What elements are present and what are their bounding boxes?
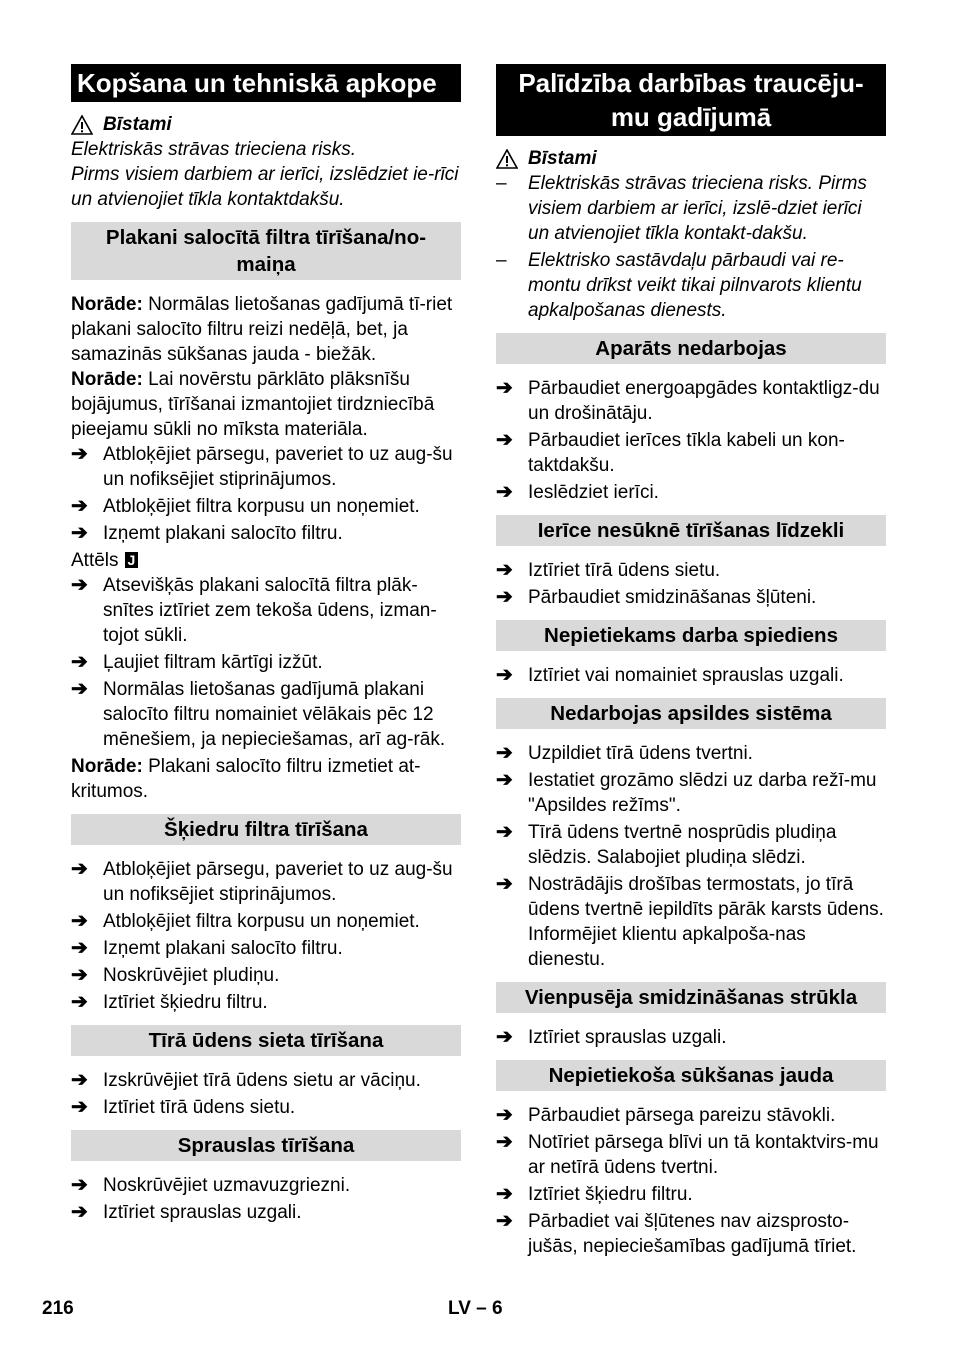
arrow-right-icon: ➔	[496, 1210, 513, 1232]
note-paragraph	[71, 292, 461, 367]
step-text: Iztīriet šķiedru filtru.	[528, 1184, 693, 1205]
subsection-title: Nedarbojas apsildes sistēma	[496, 698, 886, 729]
arrow-right-icon: ➔	[71, 964, 88, 986]
list-item	[496, 1130, 886, 1180]
step-text: Izņemt plakani salocīto filtru.	[103, 938, 343, 959]
list-item	[496, 585, 886, 610]
arrow-right-icon: ➔	[71, 991, 88, 1013]
figure-letter-badge: J	[125, 552, 139, 568]
step-text: Ieslēdziet ierīci.	[528, 482, 659, 503]
arrow-right-icon: ➔	[496, 742, 513, 764]
arrow-right-icon: ➔	[71, 522, 88, 544]
list-item	[496, 428, 886, 478]
list-item	[496, 663, 886, 688]
step-text: Pārbaudiet smidzināšanas šļūteni.	[528, 587, 817, 608]
dash-text: Elektriskās strāvas trieciena risks. Pirms visiem darbiem ar ierīci, izslē-dziet ierīci un atvienojiet tīkla kontakt-dakšu.	[528, 173, 867, 244]
step-text: Atbloķējiet pārsegu, paveriet to uz aug-šu un nofiksējiet stiprinājumos.	[103, 859, 453, 905]
step-text: Tīrā ūdens tvertnē nosprūdis pludiņa slēdzis. Salabojiet pludiņa slēdzi.	[528, 822, 837, 868]
step-text: Atsevišķās plakani salocītā filtra plāk-snītes iztīriet zem tekoša ūdens, izman-tojot sūkli.	[103, 575, 437, 646]
warning-triangle-icon	[496, 149, 518, 169]
arrow-right-icon: ➔	[496, 769, 513, 791]
arrow-right-icon: ➔	[496, 1183, 513, 1205]
arrow-right-icon: ➔	[71, 858, 88, 880]
list-item	[71, 936, 461, 961]
step-text: Iztīriet vai nomainiet sprauslas uzgali.	[528, 665, 844, 686]
arrow-right-icon: ➔	[71, 443, 88, 465]
step-text: Uzpildiet tīrā ūdens tvertni.	[528, 743, 753, 764]
warning-triangle-icon	[71, 115, 93, 135]
list-item	[496, 376, 886, 426]
note-paragraph	[71, 754, 461, 804]
arrow-right-icon: ➔	[496, 377, 513, 399]
subsection-title: Šķiedru filtra tīrīšana	[71, 814, 461, 845]
list-item	[496, 741, 886, 766]
step-text: Pārbaudiet pārsega pareizu stāvokli.	[528, 1105, 836, 1126]
arrow-right-icon: ➔	[496, 1131, 513, 1153]
left-column	[71, 64, 461, 1227]
subsection-title: Nepietiekoša sūkšanas jauda	[496, 1060, 886, 1091]
step-text: Normālas lietošanas gadījumā plakani salocīto filtru nomainiet vēlākais pēc 12 mēnešiem, ja nepieciešamas, arī ag-rāk.	[103, 679, 446, 750]
step-text: Iztīriet šķiedru filtru.	[103, 992, 268, 1013]
list-item	[71, 990, 461, 1015]
arrow-right-icon: ➔	[496, 481, 513, 503]
step-text: Iztīriet sprauslas uzgali.	[103, 1202, 302, 1223]
subsection-title: Aparāts nedarbojas	[496, 333, 886, 364]
subsection-title: Vienpusēja smidzināšanas strūkla	[496, 982, 886, 1013]
warning-label: Bīstami	[528, 148, 597, 169]
subsection-title: Tīrā ūdens sieta tīrīšana	[71, 1025, 461, 1056]
list-item	[496, 1182, 886, 1207]
step-text: Ļaujiet filtram kārtīgi izžūt.	[103, 652, 323, 673]
list-item	[496, 1209, 886, 1259]
list-item	[496, 768, 886, 818]
section-title-maintenance: Kopšana un tehniskā apkope	[71, 64, 461, 102]
figure-text: Attēls	[71, 550, 119, 571]
subsection-title: Nepietiekams darba spiediens	[496, 620, 886, 651]
arrow-right-icon: ➔	[71, 495, 88, 517]
arrow-right-icon: ➔	[71, 910, 88, 932]
note-label: Norāde:	[71, 294, 143, 315]
step-text: Iztīriet tīrā ūdens sietu.	[103, 1097, 296, 1118]
note-label: Norāde:	[71, 756, 143, 777]
note-text: Lai novērstu pārklāto plāksnīšu bojājumus, tīrīšanai izmantojiet tirdzniecībā pieejamu sūkli no mīksta materiāla.	[71, 369, 435, 440]
arrow-right-icon: ➔	[71, 1174, 88, 1196]
list-item	[71, 1095, 461, 1120]
step-text: Izskrūvējiet tīrā ūdens sietu ar vāciņu.	[103, 1070, 421, 1091]
list-item	[496, 820, 886, 870]
list-item	[71, 521, 461, 546]
figure-reference	[71, 548, 461, 573]
note-paragraph	[71, 367, 461, 442]
dash-bullet: –	[496, 173, 507, 194]
step-text: Pārbadiet vai šļūtenes nav aizsprosto-jušās, nepieciešamības gadījumā tīriet.	[528, 1211, 857, 1257]
list-item	[71, 677, 461, 752]
language-page-label: LV – 6	[448, 1298, 503, 1319]
arrow-right-icon: ➔	[71, 937, 88, 959]
list-item	[496, 872, 886, 972]
step-text: Nostrādājis drošības termostats, jo tīrā ūdens tvertnē iepildīts pārāk karsts ūdens. Informējiet klientu apkalpoša-nas dienestu.	[528, 874, 884, 970]
list-item	[71, 494, 461, 519]
warning-text: Pirms visiem darbiem ar ierīci, izslēdziet ie-rīci un atvienojiet tīkla kontaktdakšu.	[71, 164, 459, 210]
arrow-right-icon: ➔	[496, 586, 513, 608]
dash-bullet: –	[496, 250, 507, 271]
warning-heading	[496, 146, 886, 171]
step-text: Notīriet pārsega blīvi un tā kontaktvirs-mu ar netīrā ūdens tvertni.	[528, 1132, 879, 1178]
list-item	[71, 1068, 461, 1093]
step-text: Atbloķējiet pārsegu, paveriet to uz aug-šu un nofiksējiet stiprinājumos.	[103, 444, 453, 490]
list-item	[71, 1200, 461, 1225]
arrow-right-icon: ➔	[71, 678, 88, 700]
arrow-right-icon: ➔	[496, 1026, 513, 1048]
dash-text: Elektrisko sastāvdaļu pārbaudi vai re-montu drīkst veikt tikai pilnvarots klientu apkalpošanas dienests.	[528, 250, 862, 321]
step-text: Iztīriet tīrā ūdens sietu.	[528, 560, 721, 581]
list-item	[496, 480, 886, 505]
section-title-troubleshooting: Palīdzība darbības traucēju-mu gadījumā	[496, 64, 886, 136]
list-item	[71, 573, 461, 648]
arrow-right-icon: ➔	[496, 429, 513, 451]
right-column	[496, 64, 886, 1261]
arrow-right-icon: ➔	[496, 1104, 513, 1126]
arrow-right-icon: ➔	[71, 1096, 88, 1118]
subsection-title: Ierīce nesūknē tīrīšanas līdzekli	[496, 515, 886, 546]
step-text: Iztīriet sprauslas uzgali.	[528, 1027, 727, 1048]
step-text: Noskrūvējiet uzmavuzgriezni.	[103, 1175, 351, 1196]
note-text: Plakani salocīto filtru izmetiet at-kritumos.	[71, 756, 421, 802]
warning-text: Elektriskās strāvas trieciena risks.	[71, 139, 357, 160]
step-text: Pārbaudiet energoapgādes kontaktligz-du un drošinātāju.	[528, 378, 880, 424]
arrow-right-icon: ➔	[71, 651, 88, 673]
arrow-right-icon: ➔	[496, 559, 513, 581]
arrow-right-icon: ➔	[496, 821, 513, 843]
arrow-right-icon: ➔	[496, 664, 513, 686]
page-number: 216	[42, 1298, 74, 1319]
warning-label: Bīstami	[103, 114, 172, 135]
list-item	[71, 442, 461, 492]
step-text: Pārbaudiet ierīces tīkla kabeli un kon-taktdakšu.	[528, 430, 845, 476]
arrow-right-icon: ➔	[71, 1069, 88, 1091]
note-label: Norāde:	[71, 369, 143, 390]
list-item	[496, 1025, 886, 1050]
step-text: Iestatiet grozāmo slēdzi uz darba režī-mu "Apsildes režīms".	[528, 770, 877, 816]
list-item	[71, 1173, 461, 1198]
arrow-right-icon: ➔	[71, 1201, 88, 1223]
list-item	[71, 650, 461, 675]
step-text: Atbloķējiet filtra korpusu un noņemiet.	[103, 911, 420, 932]
step-text: Atbloķējiet filtra korpusu un noņemiet.	[103, 496, 420, 517]
note-text: Normālas lietošanas gadījumā tī-riet plakani salocīto filtru reizi nedēļā, bet, ja samazinās sūkšanas jauda - biežāk.	[71, 294, 453, 365]
list-item	[496, 1103, 886, 1128]
step-text: Izņemt plakani salocīto filtru.	[103, 523, 343, 544]
list-item	[71, 857, 461, 907]
list-item	[71, 963, 461, 988]
step-text: Noskrūvējiet pludiņu.	[103, 965, 280, 986]
subsection-title: Sprauslas tīrīšana	[71, 1130, 461, 1161]
list-item	[71, 909, 461, 934]
subsection-title: Plakani salocītā filtra tīrīšana/no-maiņa	[71, 222, 461, 280]
arrow-right-icon: ➔	[71, 574, 88, 596]
list-item	[496, 171, 886, 246]
list-item	[496, 558, 886, 583]
warning-heading	[71, 112, 461, 137]
list-item	[496, 248, 886, 323]
arrow-right-icon: ➔	[496, 873, 513, 895]
